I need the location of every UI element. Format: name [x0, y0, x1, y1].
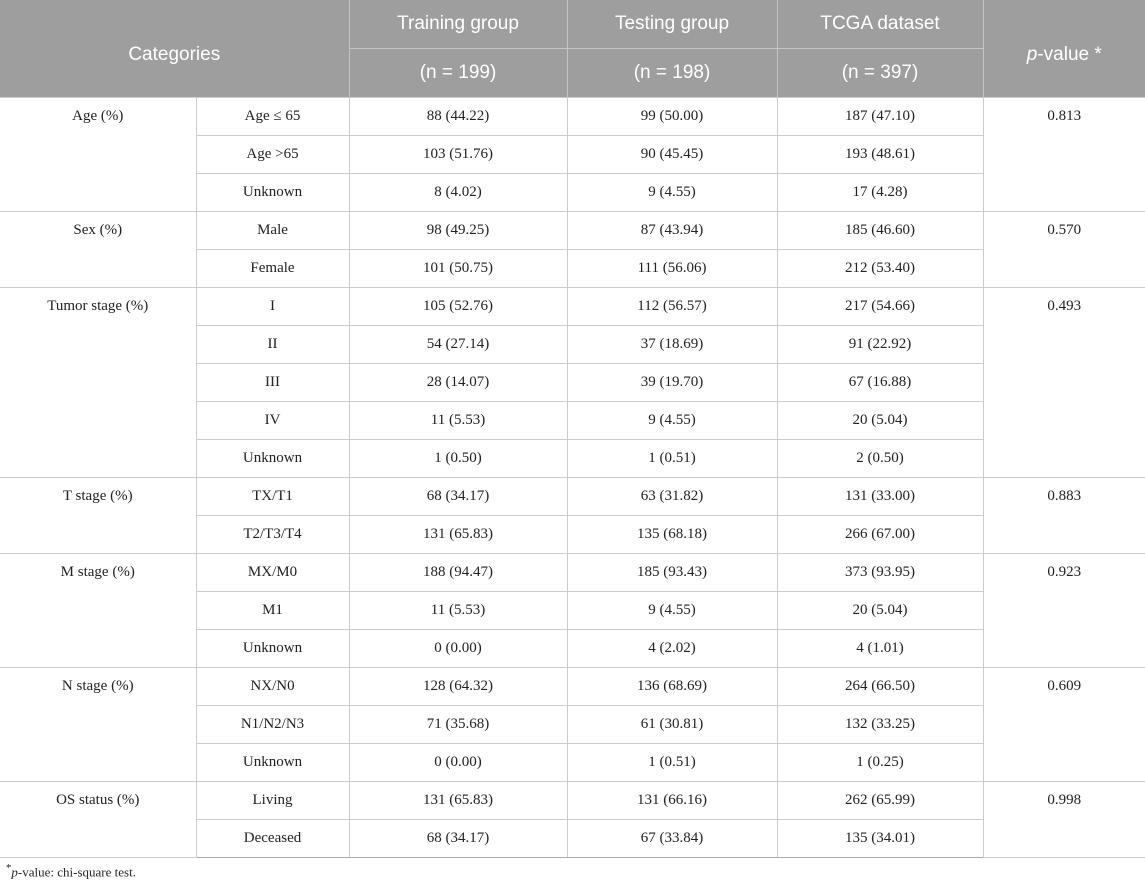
testing-cell: 111 (56.06)	[567, 250, 777, 288]
subcategory-cell: Living	[196, 782, 349, 820]
tcga-cell: 212 (53.40)	[777, 250, 983, 288]
testing-cell: 67 (33.84)	[567, 820, 777, 858]
group-label: Tumor stage (%)	[0, 288, 196, 478]
subcategory-cell: Unknown	[196, 440, 349, 478]
header-training-group: Training group	[349, 0, 567, 49]
subcategory-cell: T2/T3/T4	[196, 516, 349, 554]
testing-cell: 112 (56.57)	[567, 288, 777, 326]
header-testing-group: Testing group	[567, 0, 777, 49]
header-categories: Categories	[0, 0, 349, 98]
subcategory-cell: Unknown	[196, 174, 349, 212]
training-cell: 71 (35.68)	[349, 706, 567, 744]
subcategory-cell: Age ≤ 65	[196, 98, 349, 136]
training-cell: 188 (94.47)	[349, 554, 567, 592]
tcga-cell: 185 (46.60)	[777, 212, 983, 250]
training-cell: 105 (52.76)	[349, 288, 567, 326]
testing-cell: 136 (68.69)	[567, 668, 777, 706]
training-cell: 11 (5.53)	[349, 592, 567, 630]
tcga-cell: 131 (33.00)	[777, 478, 983, 516]
testing-cell: 4 (2.02)	[567, 630, 777, 668]
header-p-value-rest: -value *	[1037, 44, 1102, 65]
tcga-cell: 20 (5.04)	[777, 402, 983, 440]
subcategory-cell: Deceased	[196, 820, 349, 858]
p-value-cell: 0.813	[983, 98, 1145, 212]
subcategory-cell: I	[196, 288, 349, 326]
footnote-text: -value: chi-square test.	[17, 864, 136, 880]
group-label: T stage (%)	[0, 478, 196, 554]
tcga-cell: 2 (0.50)	[777, 440, 983, 478]
testing-cell: 1 (0.51)	[567, 440, 777, 478]
table-row	[0, 782, 1145, 820]
testing-cell: 9 (4.55)	[567, 402, 777, 440]
training-cell: 0 (0.00)	[349, 630, 567, 668]
testing-cell: 39 (19.70)	[567, 364, 777, 402]
training-cell: 128 (64.32)	[349, 668, 567, 706]
training-cell: 54 (27.14)	[349, 326, 567, 364]
group-label: Sex (%)	[0, 212, 196, 288]
testing-cell: 135 (68.18)	[567, 516, 777, 554]
training-cell: 8 (4.02)	[349, 174, 567, 212]
tcga-cell: 135 (34.01)	[777, 820, 983, 858]
tcga-cell: 17 (4.28)	[777, 174, 983, 212]
training-cell: 103 (51.76)	[349, 136, 567, 174]
training-cell: 28 (14.07)	[349, 364, 567, 402]
testing-cell: 185 (93.43)	[567, 554, 777, 592]
training-cell: 88 (44.22)	[349, 98, 567, 136]
tcga-cell: 1 (0.25)	[777, 744, 983, 782]
table-row	[0, 554, 1145, 592]
subcategory-cell: M1	[196, 592, 349, 630]
subcategory-cell: II	[196, 326, 349, 364]
subcategory-cell: III	[196, 364, 349, 402]
training-cell: 101 (50.75)	[349, 250, 567, 288]
tcga-cell: 193 (48.61)	[777, 136, 983, 174]
header-tcga-n: (n = 397)	[777, 49, 983, 98]
training-cell: 11 (5.53)	[349, 402, 567, 440]
tcga-cell: 91 (22.92)	[777, 326, 983, 364]
tcga-cell: 67 (16.88)	[777, 364, 983, 402]
testing-cell: 61 (30.81)	[567, 706, 777, 744]
p-value-cell: 0.883	[983, 478, 1145, 554]
table-row	[0, 668, 1145, 706]
training-cell: 0 (0.00)	[349, 744, 567, 782]
group-label: N stage (%)	[0, 668, 196, 782]
header-training-n: (n = 199)	[349, 49, 567, 98]
p-value-cell: 0.493	[983, 288, 1145, 478]
testing-cell: 9 (4.55)	[567, 592, 777, 630]
header-p-value	[983, 0, 1145, 98]
subcategory-cell: Male	[196, 212, 349, 250]
subcategory-cell: Female	[196, 250, 349, 288]
header-tcga-dataset: TCGA dataset	[777, 0, 983, 49]
tcga-cell: 262 (65.99)	[777, 782, 983, 820]
table-row	[0, 478, 1145, 516]
tcga-cell: 266 (67.00)	[777, 516, 983, 554]
table-header	[0, 0, 1145, 98]
subcategory-cell: IV	[196, 402, 349, 440]
tcga-cell: 20 (5.04)	[777, 592, 983, 630]
p-value-cell: 0.609	[983, 668, 1145, 782]
p-value-cell: 0.998	[983, 782, 1145, 858]
footnote-mark: *	[6, 862, 12, 874]
tcga-cell: 264 (66.50)	[777, 668, 983, 706]
p-value-cell: 0.570	[983, 212, 1145, 288]
tcga-cell: 132 (33.25)	[777, 706, 983, 744]
testing-cell: 131 (66.16)	[567, 782, 777, 820]
testing-cell: 1 (0.51)	[567, 744, 777, 782]
table-row	[0, 98, 1145, 136]
footnote-italic: p	[11, 864, 18, 880]
testing-cell: 9 (4.55)	[567, 174, 777, 212]
subcategory-cell: TX/T1	[196, 478, 349, 516]
subcategory-cell: Unknown	[196, 630, 349, 668]
testing-cell: 87 (43.94)	[567, 212, 777, 250]
training-cell: 131 (65.83)	[349, 782, 567, 820]
subcategory-cell: Age >65	[196, 136, 349, 174]
table-footnote	[0, 858, 1145, 884]
tcga-cell: 217 (54.66)	[777, 288, 983, 326]
group-label: OS status (%)	[0, 782, 196, 858]
training-cell: 98 (49.25)	[349, 212, 567, 250]
tcga-cell: 373 (93.95)	[777, 554, 983, 592]
subcategory-cell: NX/N0	[196, 668, 349, 706]
testing-cell: 99 (50.00)	[567, 98, 777, 136]
training-cell: 68 (34.17)	[349, 820, 567, 858]
table-body	[0, 98, 1145, 858]
subcategory-cell: MX/M0	[196, 554, 349, 592]
table-row	[0, 212, 1145, 250]
training-cell: 68 (34.17)	[349, 478, 567, 516]
table-row	[0, 288, 1145, 326]
training-cell: 131 (65.83)	[349, 516, 567, 554]
header-testing-n: (n = 198)	[567, 49, 777, 98]
header-p-value-italic: p	[1026, 44, 1038, 65]
group-label: M stage (%)	[0, 554, 196, 668]
tcga-cell: 4 (1.01)	[777, 630, 983, 668]
tcga-cell: 187 (47.10)	[777, 98, 983, 136]
subcategory-cell: N1/N2/N3	[196, 706, 349, 744]
subcategory-cell: Unknown	[196, 744, 349, 782]
testing-cell: 37 (18.69)	[567, 326, 777, 364]
testing-cell: 63 (31.82)	[567, 478, 777, 516]
testing-cell: 90 (45.45)	[567, 136, 777, 174]
group-label: Age (%)	[0, 98, 196, 212]
p-value-cell: 0.923	[983, 554, 1145, 668]
training-cell: 1 (0.50)	[349, 440, 567, 478]
